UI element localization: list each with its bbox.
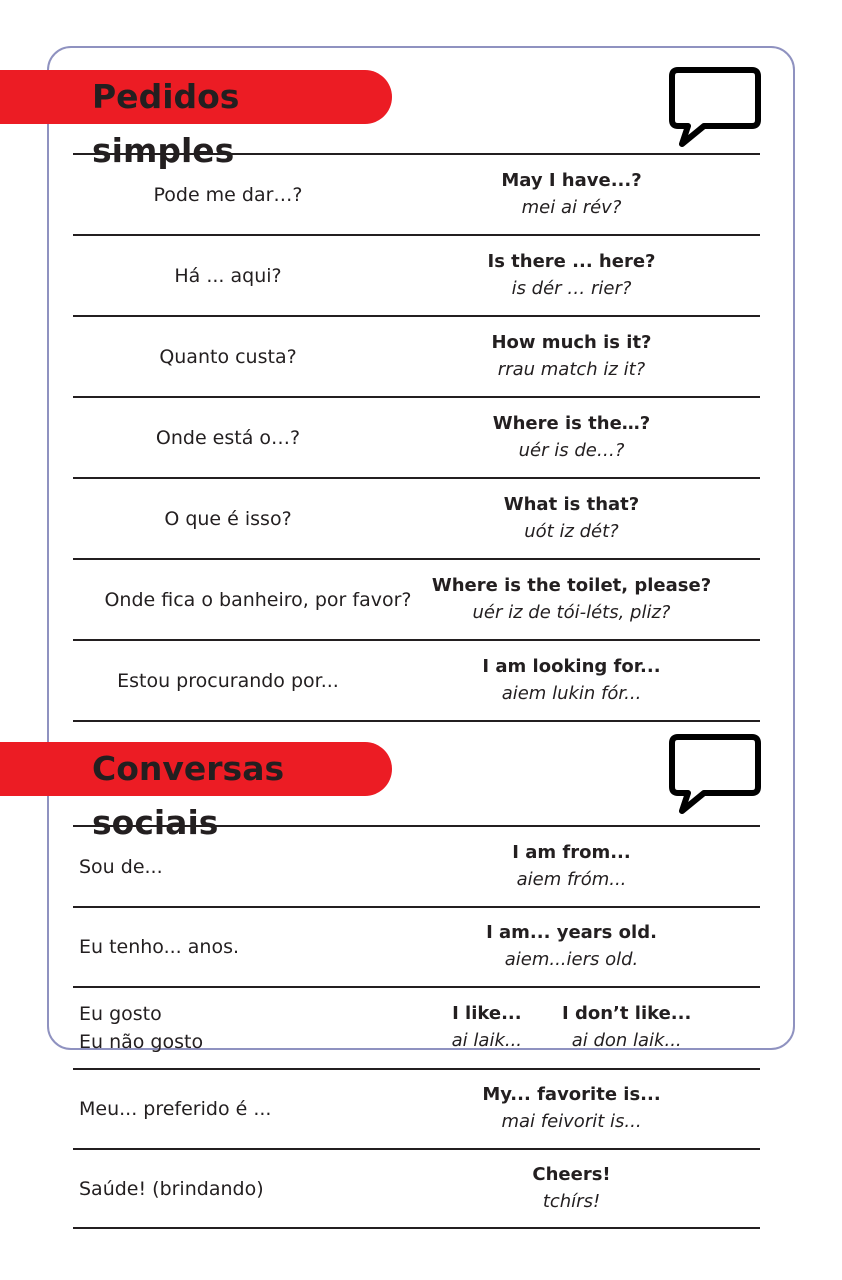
pronunciation: uót iz dét? <box>524 520 619 542</box>
pronunciation: mai feivorit is... <box>501 1111 642 1132</box>
table-row <box>73 986 760 1068</box>
speech-bubble-icon <box>668 66 762 148</box>
portuguese-phrase: Meu... preferido é ... <box>79 1098 272 1120</box>
table-row <box>73 396 760 477</box>
english-phrase: Where is the toilet, please? <box>431 574 712 596</box>
pronunciation: mei ai rév? <box>521 196 622 218</box>
portuguese-phrase: Eu gosto <box>79 1003 162 1025</box>
section-title-conversas-sociais: Conversas sociais <box>0 742 392 796</box>
portuguese-phrase: O que é isso? <box>164 507 292 530</box>
conversas-sociais-table <box>73 825 760 1229</box>
english-phrase: I like... <box>452 1003 522 1024</box>
english-phrase: What is that? <box>503 493 640 515</box>
english-phrase: Is there ... here? <box>487 250 656 272</box>
portuguese-phrase: Onde está o…? <box>155 426 301 449</box>
pronunciation: uér iz de tói-léts, pliz? <box>472 601 671 623</box>
english-phrase: I don’t like... <box>562 1003 692 1024</box>
portuguese-phrase: Quanto custa? <box>159 345 297 368</box>
pronunciation: tchírs! <box>542 1190 601 1212</box>
pronunciation: uér is de…? <box>518 439 625 461</box>
pronunciation: aiem lukin fór... <box>501 682 642 704</box>
english-phrase: Cheers! <box>532 1163 611 1185</box>
pronunciation: rrau match iz it? <box>497 358 646 380</box>
english-phrase: I am... years old. <box>486 922 657 943</box>
english-phrase: My... favorite is... <box>482 1084 661 1105</box>
portuguese-phrase: Saúde! (brindando) <box>79 1177 264 1200</box>
table-row <box>73 639 760 722</box>
speech-bubble-icon <box>668 733 762 815</box>
english-phrase: Where is the…? <box>492 412 651 434</box>
english-phrase: How much is it? <box>491 331 652 353</box>
portuguese-phrase: Onde fica o banheiro, por favor? <box>104 588 412 611</box>
portuguese-phrase: Eu tenho... anos. <box>79 936 240 958</box>
english-phrase: May I have...? <box>501 169 642 191</box>
table-row <box>73 153 760 234</box>
english-phrase: I am from... <box>512 841 631 863</box>
table-row <box>73 315 760 396</box>
table-row <box>73 825 760 906</box>
pronunciation: ai don laik... <box>571 1030 682 1051</box>
pronunciation: aiem...iers old. <box>504 949 639 970</box>
table-row <box>73 1068 760 1148</box>
english-phrase: I am looking for... <box>482 655 661 677</box>
portuguese-phrase: Há ... aqui? <box>174 264 282 287</box>
pronunciation: aiem fróm... <box>516 868 627 890</box>
table-row <box>73 906 760 986</box>
pronunciation: is dér … rier? <box>511 277 632 299</box>
portuguese-phrase: Pode me dar…? <box>153 183 303 206</box>
section-title-pedidos-simples: Pedidos simples <box>0 70 392 124</box>
table-row <box>73 1148 760 1229</box>
table-row <box>73 234 760 315</box>
portuguese-phrase: Eu não gosto <box>79 1031 204 1053</box>
table-row <box>73 558 760 639</box>
portuguese-phrase: Sou de... <box>79 855 163 878</box>
pronunciation: ai laik... <box>451 1030 523 1051</box>
portuguese-phrase: Estou procurando por... <box>117 669 339 692</box>
pedidos-simples-table <box>73 153 760 722</box>
table-row <box>73 477 760 558</box>
